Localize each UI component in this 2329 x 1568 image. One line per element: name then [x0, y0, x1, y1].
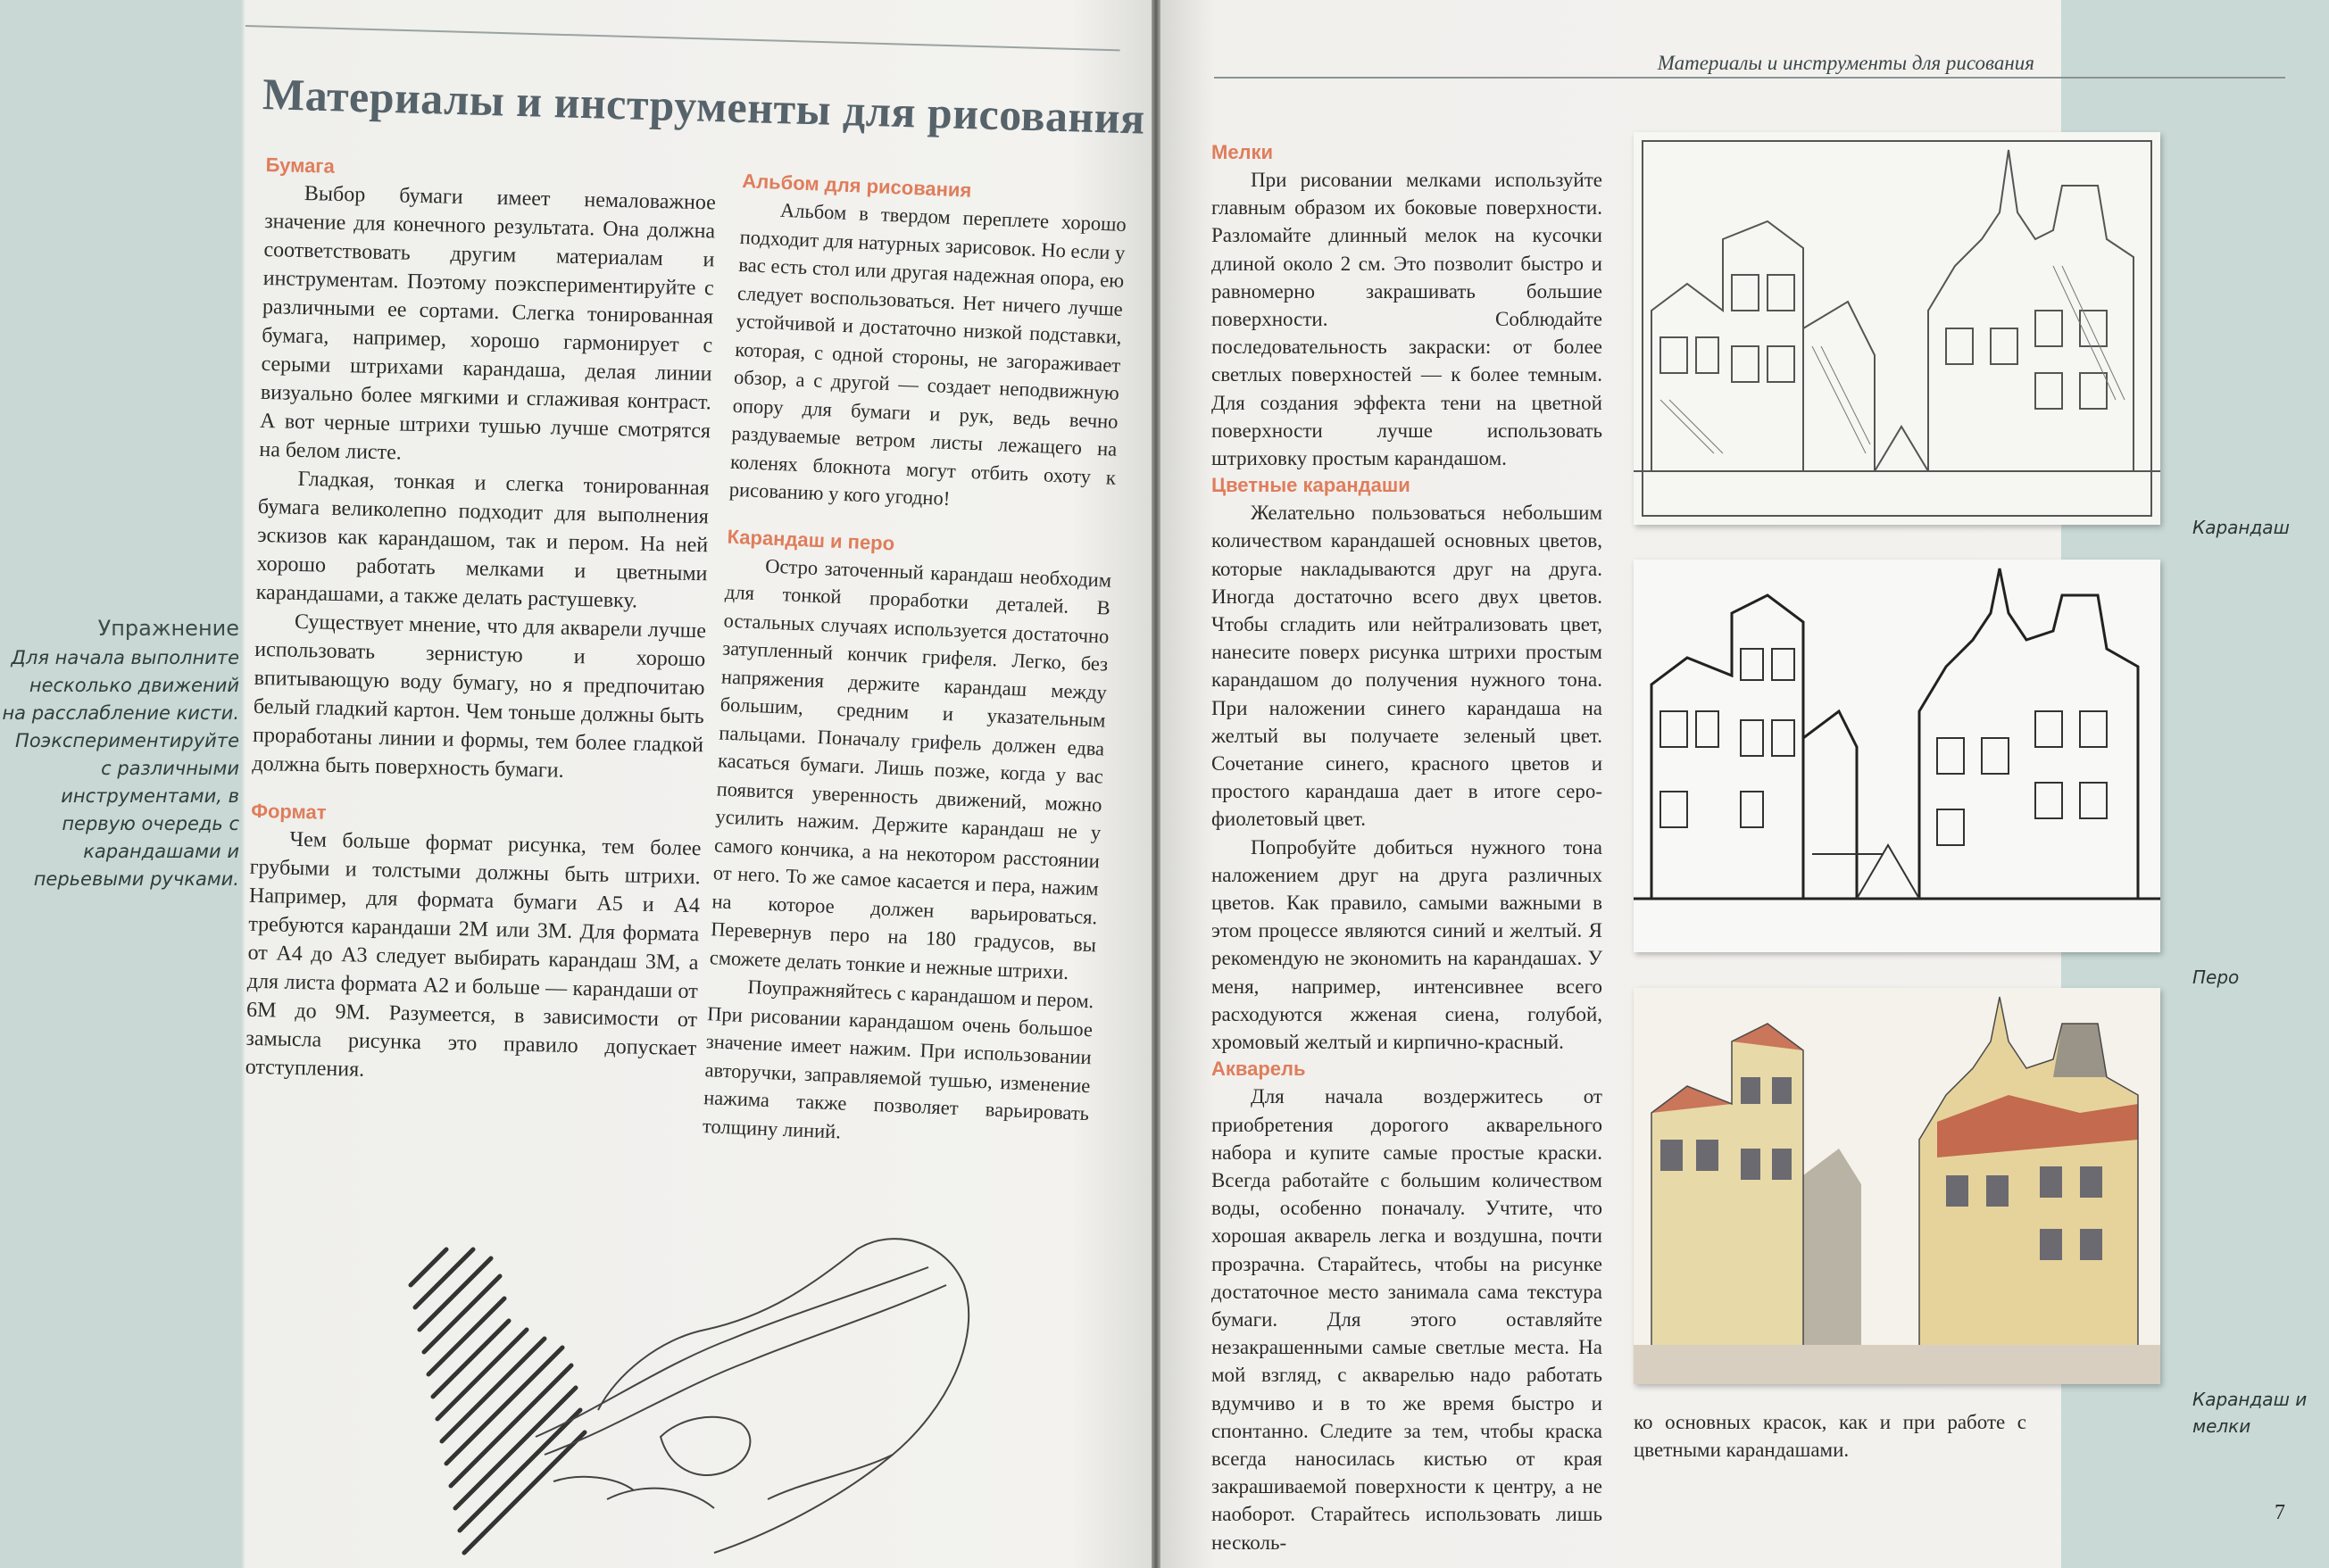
- hand-drawing-illustration: [393, 1232, 1018, 1568]
- right-page: [1160, 0, 2329, 1568]
- paragraph: Чем больше формат рисунка, тем более грубыми и толстыми должны быть штрихи. Например, для формата бумаги А5 и А4 требуются карандаши 2М или 3М. Для формата от А4 до А3 следует выбирать карандаш 3М, а для листа формата А2 и больше — карандаши от 6М до 9М. Разумеется, в зависимости от замысла рисунка это правило допускает отступления.: [245, 827, 702, 1082]
- section-heading-album: Альбом для рисования: [741, 169, 972, 202]
- paragraph: Попробуйте добиться нужного тона наложением друг на друга различных цветов. Как правило, самыми важными в этом процессе являются синий и желтый. Я рекомендую не экономить на карандашах. У меня, например, интенсивнее всего расходуются жженая сиена, голубой, хромовый желтый и кирпично-красный.: [1211, 835, 1602, 1054]
- section-heading-watercolor: Акварель: [1211, 1058, 1306, 1081]
- book-gutter: [1152, 0, 1160, 1568]
- column-right: [1211, 139, 1602, 1556]
- paragraph-continuation: ко основных красок, как и при работе с цветными карандашами.: [1634, 1411, 2026, 1461]
- caption-pencil-chalk: Карандаш и мелки: [2192, 1389, 2308, 1437]
- paragraph: Существует мнение, что для акварели лучше использовать зернистую и хорошо впитывающую воду бумагу, но я предпочитаю белый гладкий картон. Чем тоньше должны быть проработаны линии и формы, тем более гладкой должна быть поверхность бумаги.: [252, 610, 707, 783]
- pencil-sketch-image: [1634, 132, 2160, 525]
- paragraph: При рисовании мелками используйте главным образом их боковые поверхности. Разломайте длинный мелок на кусочки длиной около 2 см. Это позволит быстро и равномерно закрашивать большие поверхности. Соблюдайте последовательность закраски: от более светлых поверхностей — к более темным. Для создания эффекта тени на цветной поверхности лучше использовать штриховку простым карандашом.: [1211, 169, 1602, 470]
- running-head-rule: [1214, 77, 2285, 79]
- exercise-title: Упражнение: [97, 616, 239, 641]
- exercise-sidebar: [0, 616, 239, 893]
- section-heading-chalk: Мелки: [1211, 141, 1274, 163]
- paragraph: Выбор бумаги имеет немаловажное значение для конечного результата. Она должна соответствовать другим материалам и инструментам. Поэтому поэкспериментируйте с различными ее сортами. Слегка тонированная бумага, например, хорошо гармонирует с серыми штрихами карандаша, делая линии визуально более мягкими и сглаживая контраст. А вот черные штрихи тушью лучше смотрятся на белом листе.: [259, 181, 717, 465]
- pen-sketch-image: [1634, 560, 2160, 952]
- exercise-text: Для начала выполните несколько движений на расслабление кисти. Поэкспериментируйте с различными инструментами, в первую очередь с карандашами и перьевыми ручками.: [2, 647, 239, 890]
- section-heading-paper: Бумага: [265, 153, 336, 178]
- paragraph: Поупражняйтесь с карандашом и пером. При рисовании карандашом очень большое значение имеет нажим. При использовании авторучки, заправляемой тушью, изменение нажима также позволяет варьировать толщину линий.: [702, 975, 1094, 1143]
- section-heading-color-pencils: Цветные карандаши: [1211, 474, 1410, 497]
- paragraph: Гладкая, тонкая и слегка тонированная бумага великолепно подходит для выполнения эскизов как карандашом, так и пером. На ней хорошо работать мелками и цветными карандашами, а также делать растушевку.: [255, 467, 710, 613]
- section-heading-pencil-pen: Карандаш и перо: [727, 525, 895, 554]
- page-title: Материалы и инструменты для рисования: [262, 68, 1146, 144]
- column-left: [245, 152, 717, 1091]
- caption-pen: Перо: [2192, 967, 2240, 988]
- left-page: [0, 0, 1152, 1568]
- paragraph: Остро заточенный карандаш необходим для тонкой проработки деталей. В остальных случаях используется достаточно затупленный кончик грифеля. Легко, без напряжения держите карандаш между большим, средним и указательным пальцами. Поначалу грифель должен едва касаться бумаги. Лишь позже, когда у вас появится уверенность движений, можно усилить нажим. Держите карандаш не у самого кончика, а на некотором расстоянии от него. То же самое касается и пера, нажим на которое должен варьироваться. Перевернув перо на 180 градусов, вы сможете делать тонкие и нежные штрихи.: [709, 553, 1112, 983]
- paragraph: Для начала воздержитесь от приобретения дорогого акварельного набора и купите самые простые краски. Всегда работайте с большим количеством воды, особенно поначалу. Учтите, что хорошая акварель легка и воздушна, почти прозрачна. Старайтесь, чтобы на рисунке достаточное место занимала сама текстура бумаги. Для этого оставляйте незакрашенными самые светлые места. На мой взгляд, с акварелью надо работать вдумчиво и в то же время быстро и спонтанно. Следите за тем, чтобы краска всегда наносилась кистью от края закрашиваемой поверхности к центру, а не наоборот. Старайтесь использовать лишь несколь-: [1211, 1085, 1602, 1554]
- page-number: 7: [2275, 1501, 2285, 1524]
- running-head: Материалы и инструменты для рисования: [1657, 52, 2034, 74]
- paragraph: Желательно пользоваться небольшим количеством карандашей основных цветов, которые накладываются друг на друга. Иногда достаточно всего двух цветов. Чтобы сгладить или нейтрализовать цвет, нанесите поверх рисунка штрихи простым карандашом до получения нужного тона. При наложении синего карандаша на желтый вы получаете зеленый цвет. Сочетание синего, красного цветов и простого карандаша дает в итоге серо-фиолетовый цвет.: [1211, 502, 1602, 831]
- paragraph: Альбом в твердом переплете хорошо подходит для натурных зарисовок. Но если у вас есть стол или другая надежная опора, ею следует воспользоваться. Нет ничего лучше устойчивой и достаточно низкой подставки, которая, с одной стороны, не загораживает обзор, а с другой — создает неподвижную опору для бумаги и рук, ведь вечно раздуваемые ветром листы лежащего на коленях блокнота могут отбить охоту к рисованию у кого угодно!: [728, 198, 1127, 510]
- caption-pencil: Карандаш: [2192, 517, 2290, 538]
- section-heading-format: Формат: [250, 799, 327, 824]
- top-rule: [245, 25, 1120, 51]
- watercolor-sketch-image: [1634, 988, 2160, 1384]
- column-middle: [702, 168, 1127, 1156]
